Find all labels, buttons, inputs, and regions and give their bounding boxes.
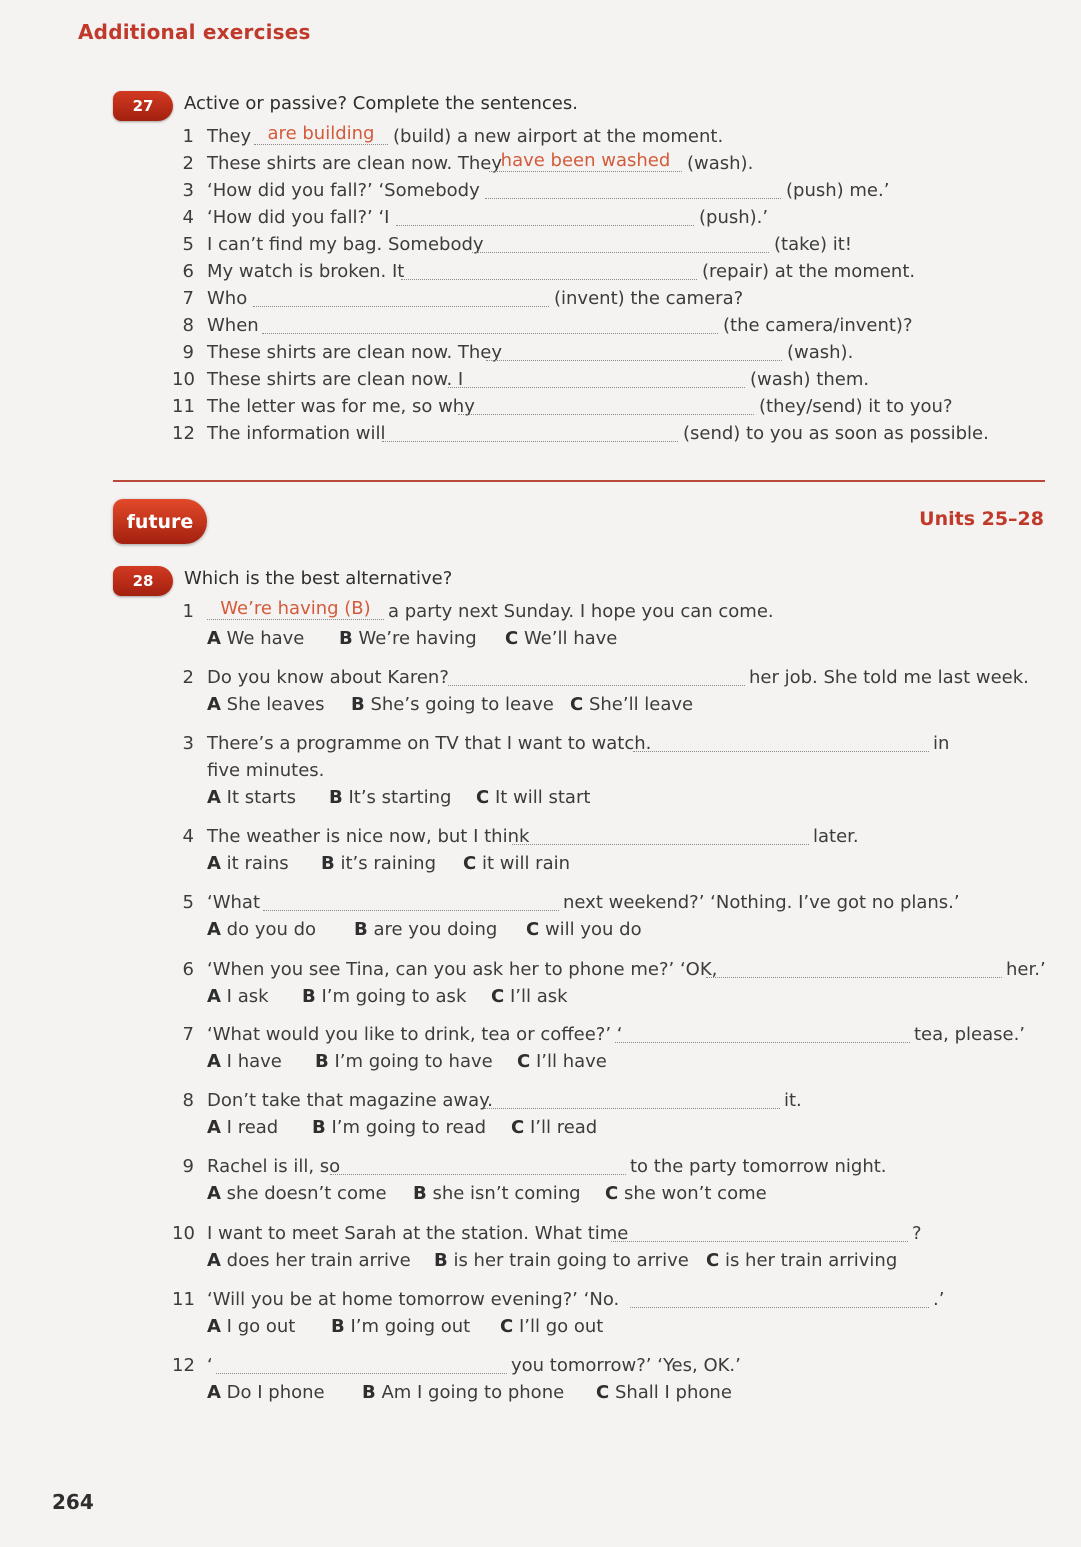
item-number: 3 [182, 733, 194, 754]
answer-blank[interactable] [448, 666, 745, 686]
item-text-after: her.’ [1006, 959, 1046, 980]
option-text: are you doing [367, 919, 498, 940]
exercise-27-badge: 27 [113, 91, 173, 121]
option-text: I’m going to read [325, 1117, 487, 1138]
item-text-after: (build) a new airport at the moment. [393, 126, 724, 147]
option-letter: B [331, 1316, 345, 1337]
exercise-28-item [0, 1221, 1081, 1247]
exercise-28-badge: 28 [113, 566, 173, 596]
option-letter: B [362, 1382, 376, 1403]
exercise-27-item [0, 124, 1081, 150]
option-letter: C [463, 853, 477, 874]
item-text-after: (wash) them. [750, 369, 870, 390]
item-text-after: (push) me.’ [786, 180, 890, 201]
option-text: she won’t come [618, 1183, 767, 1204]
option-c[interactable] [476, 785, 590, 811]
option-row [0, 1049, 1081, 1075]
option-letter: B [434, 1250, 448, 1271]
item-text-before: My watch is broken. It [207, 261, 405, 282]
item-text-before: ‘What would you like to drink, tea or coffee?’ ‘ [207, 1024, 623, 1045]
item-number: 7 [182, 288, 194, 309]
item-number: 2 [182, 667, 194, 688]
answer-blank[interactable] [486, 341, 782, 361]
section-future-badge: future [113, 499, 207, 544]
option-text: I’m going to ask [315, 986, 467, 1007]
exercise-27-instruction: Active or passive? Complete the sentences. [184, 93, 578, 114]
exercise-27-item [0, 259, 1081, 285]
option-text: Do I phone [220, 1382, 325, 1403]
option-row [0, 1248, 1081, 1274]
option-text: it’s raining [334, 853, 437, 874]
item-number: 8 [182, 315, 194, 336]
item-text-after: (invent) the camera? [554, 288, 744, 309]
option-text: I ask [220, 986, 269, 1007]
option-b[interactable] [331, 1314, 470, 1340]
option-letter: A [207, 1250, 221, 1271]
item-text-after: (wash). [787, 342, 854, 363]
option-row [0, 1314, 1081, 1340]
option-letter: A [207, 694, 221, 715]
option-b[interactable] [351, 692, 554, 718]
item-number: 8 [182, 1090, 194, 1111]
option-text: it rains [220, 853, 289, 874]
option-letter: C [596, 1382, 610, 1403]
item-number: 10 [172, 369, 195, 390]
item-text-before: There’s a programme on TV that I want to watch. [207, 733, 652, 754]
item-text-before: The letter was for me, so why [207, 396, 475, 417]
option-row [0, 1380, 1081, 1406]
option-c[interactable] [463, 851, 570, 877]
option-a[interactable] [207, 1248, 411, 1274]
handwritten-answer: have been washed [500, 150, 671, 171]
option-text: does her train arrive [220, 1250, 411, 1271]
option-letter: B [329, 787, 343, 808]
item-text-after: her job. She told me last week. [749, 667, 1029, 688]
option-text: I’ll go out [513, 1316, 604, 1337]
option-c[interactable] [517, 1049, 607, 1075]
item-text-after: a party next Sunday. I hope you can come. [388, 601, 774, 622]
item-number: 1 [182, 601, 194, 622]
option-text: do you do [220, 919, 317, 940]
answer-blank[interactable] [706, 958, 1002, 978]
option-letter: C [605, 1183, 619, 1204]
option-c[interactable] [500, 1314, 603, 1340]
option-text: is her train going to arrive [447, 1250, 689, 1271]
option-letter: B [321, 853, 335, 874]
option-text: We’re having [352, 628, 477, 649]
item-number: 10 [172, 1223, 195, 1244]
item-text-before: When [207, 315, 259, 336]
answer-blank[interactable] [263, 891, 559, 911]
item-text-after: ? [912, 1223, 922, 1244]
item-text-after: (send) to you as soon as possible. [683, 423, 989, 444]
exercise-27-item [0, 421, 1081, 447]
answer-blank[interactable] [458, 395, 754, 415]
item-text-before: ‘When you see Tina, can you ask her to phone me?’ ‘OK, [207, 959, 718, 980]
page-number: 264 [52, 1490, 94, 1514]
item-number: 4 [182, 207, 194, 228]
option-a[interactable] [207, 1049, 282, 1075]
option-text: We have [220, 628, 305, 649]
option-a[interactable] [207, 851, 289, 877]
option-text: Am I going to phone [375, 1382, 565, 1403]
option-text: We’ll have [518, 628, 618, 649]
option-a[interactable] [207, 1115, 278, 1141]
exercise-27-item [0, 340, 1081, 366]
item-text-after: (take) it! [774, 234, 852, 255]
option-letter: B [312, 1117, 326, 1138]
option-text: I’ll read [524, 1117, 598, 1138]
option-letter: A [207, 1382, 221, 1403]
option-text: It starts [220, 787, 297, 808]
option-letter: A [207, 787, 221, 808]
option-letter: B [413, 1183, 427, 1204]
option-text: I go out [220, 1316, 296, 1337]
item-text-before: They [207, 126, 252, 147]
exercise-27-item [0, 367, 1081, 393]
option-b[interactable] [315, 1049, 493, 1075]
answer-blank[interactable] [512, 825, 809, 845]
item-text-continued [0, 758, 1081, 784]
answer-blank[interactable] [485, 179, 781, 199]
option-letter: B [315, 1051, 329, 1072]
option-a[interactable] [207, 1380, 325, 1406]
option-letter: C [476, 787, 490, 808]
item-text-after: (repair) at the moment. [702, 261, 916, 282]
item-text-before: These shirts are clean now. They [207, 153, 503, 174]
item-text-before: The information will [207, 423, 386, 444]
item-number: 11 [172, 396, 195, 417]
option-row [0, 626, 1081, 652]
handwritten-answer: are building [267, 123, 375, 144]
item-number: 7 [182, 1024, 194, 1045]
option-text: It will start [489, 787, 591, 808]
option-c[interactable] [605, 1181, 767, 1207]
answer-blank[interactable] [448, 368, 745, 388]
item-number: 2 [182, 153, 194, 174]
option-text: I’ll have [530, 1051, 607, 1072]
item-text-before: These shirts are clean now. I [207, 369, 464, 390]
answer-blank[interactable] [253, 287, 549, 307]
item-text-before: I can’t find my bag. Somebody [207, 234, 484, 255]
section-units-label: Units 25–28 [919, 508, 1044, 530]
exercise-28-item [0, 1353, 1081, 1379]
item-text-before: ‘Will you be at home tomorrow evening?’ ‘No. [207, 1289, 620, 1310]
exercise-28-item [0, 957, 1081, 983]
answer-blank[interactable] [615, 1023, 910, 1043]
item-text-before: ‘How did you fall?’ ‘I [207, 207, 390, 228]
exercise-28-item [0, 890, 1081, 916]
item-text-before: The weather is nice now, but I think [207, 826, 530, 847]
item-text-after: you tomorrow?’ ‘Yes, OK.’ [511, 1355, 741, 1376]
option-c[interactable] [491, 984, 568, 1010]
option-c[interactable] [526, 917, 642, 943]
item-number: 11 [172, 1289, 195, 1310]
option-a[interactable] [207, 626, 304, 652]
option-letter: B [339, 628, 353, 649]
exercise-27-item [0, 394, 1081, 420]
option-a[interactable] [207, 1181, 387, 1207]
option-text: She’s going to leave [364, 694, 554, 715]
answer-blank[interactable] [330, 1155, 626, 1175]
exercise-28-item [0, 731, 1081, 757]
option-text: is her train arriving [719, 1250, 898, 1271]
exercise-27-item [0, 178, 1081, 204]
answer-blank[interactable] [611, 1222, 908, 1242]
option-c[interactable] [511, 1115, 597, 1141]
item-number: 5 [182, 892, 194, 913]
item-text-after: (they/send) it to you? [759, 396, 953, 417]
option-b[interactable] [434, 1248, 689, 1274]
exercise-27-item [0, 232, 1081, 258]
exercise-28-item [0, 1287, 1081, 1313]
item-text-before: These shirts are clean now. They [207, 342, 503, 363]
option-c[interactable] [706, 1248, 897, 1274]
answer-blank[interactable] [262, 314, 718, 334]
option-letter: A [207, 986, 221, 1007]
item-text-before: ‘ [207, 1355, 213, 1376]
item-text-after: next weekend?’ ‘Nothing. I’ve got no plans.’ [563, 892, 960, 913]
item-text-after: in [933, 733, 950, 754]
item-continuation: five minutes. [207, 760, 325, 781]
option-text: She’ll leave [583, 694, 694, 715]
item-text-before: Don’t take that magazine away. [207, 1090, 493, 1111]
answer-blank[interactable] [382, 422, 678, 442]
option-letter: B [302, 986, 316, 1007]
option-letter: B [351, 694, 365, 715]
exercise-28-item [0, 824, 1081, 850]
option-b[interactable] [354, 917, 497, 943]
item-number: 9 [182, 342, 194, 363]
item-text-after: later. [813, 826, 859, 847]
item-text-before: ‘How did you fall?’ ‘Somebody [207, 180, 480, 201]
item-number: 12 [172, 1355, 195, 1376]
option-c[interactable] [505, 626, 617, 652]
item-text-after: (wash). [687, 153, 754, 174]
option-text: will you do [539, 919, 642, 940]
item-text-before: ‘What [207, 892, 261, 913]
item-text-before: Who [207, 288, 248, 309]
option-letter: C [500, 1316, 514, 1337]
answer-blank[interactable] [484, 1089, 780, 1109]
option-letter: A [207, 1316, 221, 1337]
option-row [0, 1181, 1081, 1207]
option-b[interactable] [302, 984, 466, 1010]
option-text: she isn’t coming [426, 1183, 581, 1204]
option-text: It’s starting [342, 787, 452, 808]
item-number: 6 [182, 959, 194, 980]
option-row [0, 692, 1081, 718]
option-b[interactable] [329, 785, 451, 811]
option-row [0, 917, 1081, 943]
option-b[interactable] [413, 1181, 581, 1207]
option-text: Shall I phone [609, 1382, 732, 1403]
option-a[interactable] [207, 692, 325, 718]
option-a[interactable] [207, 917, 316, 943]
item-text-after: (the camera/invent)? [723, 315, 913, 336]
item-number: 3 [182, 180, 194, 201]
option-a[interactable] [207, 785, 296, 811]
option-letter: C [570, 694, 584, 715]
exercise-27-item [0, 286, 1081, 312]
item-number: 9 [182, 1156, 194, 1177]
option-letter: C [706, 1250, 720, 1271]
exercise-27-item [0, 313, 1081, 339]
answer-blank[interactable] [633, 732, 929, 752]
page-header-title: Additional exercises [78, 20, 311, 44]
exercise-27-item [0, 151, 1081, 177]
option-letter: B [354, 919, 368, 940]
exercise-28-item [0, 1154, 1081, 1180]
answer-blank[interactable] [396, 206, 694, 226]
item-text-after: to the party tomorrow night. [630, 1156, 887, 1177]
option-a[interactable] [207, 984, 269, 1010]
answer-blank[interactable] [216, 1354, 507, 1374]
item-text-before: Rachel is ill, so [207, 1156, 341, 1177]
option-letter: A [207, 1051, 221, 1072]
option-text: I have [220, 1051, 282, 1072]
exercise-28-item [0, 599, 1081, 625]
option-row [0, 785, 1081, 811]
option-letter: C [491, 986, 505, 1007]
exercise-28-instruction: Which is the best alternative? [184, 568, 453, 589]
option-c[interactable] [596, 1380, 732, 1406]
answer-blank[interactable] [630, 1288, 929, 1308]
exercise-28-item [0, 1088, 1081, 1114]
option-text: I’ll ask [504, 986, 568, 1007]
option-row [0, 984, 1081, 1010]
item-number: 6 [182, 261, 194, 282]
item-text-before: I want to meet Sarah at the station. What time [207, 1223, 629, 1244]
option-row [0, 1115, 1081, 1141]
option-letter: A [207, 1183, 221, 1204]
option-b[interactable] [321, 851, 436, 877]
item-number: 12 [172, 423, 195, 444]
answer-blank[interactable] [401, 260, 697, 280]
option-b[interactable] [362, 1380, 564, 1406]
option-row [0, 851, 1081, 877]
answer-blank[interactable] [472, 233, 769, 253]
option-letter: C [526, 919, 540, 940]
option-letter: C [511, 1117, 525, 1138]
option-a[interactable] [207, 1314, 295, 1340]
item-text-after: tea, please.’ [914, 1024, 1026, 1045]
option-text: she doesn’t come [220, 1183, 387, 1204]
item-number: 1 [182, 126, 194, 147]
item-text-after: (push).’ [699, 207, 769, 228]
option-b[interactable] [312, 1115, 486, 1141]
exercise-28-item [0, 665, 1081, 691]
option-text: I’m going to have [328, 1051, 493, 1072]
item-number: 4 [182, 826, 194, 847]
exercise-28-item [0, 1022, 1081, 1048]
option-c[interactable] [570, 692, 693, 718]
option-text: She leaves [220, 694, 325, 715]
section-divider [113, 480, 1045, 482]
item-text-after: it. [784, 1090, 802, 1111]
option-text: I’m going out [344, 1316, 471, 1337]
item-text-before: Do you know about Karen? [207, 667, 449, 688]
item-number: 5 [182, 234, 194, 255]
exercise-27-item [0, 205, 1081, 231]
option-letter: C [517, 1051, 531, 1072]
option-letter: A [207, 853, 221, 874]
option-text: it will rain [476, 853, 571, 874]
option-letter: A [207, 919, 221, 940]
option-letter: A [207, 1117, 221, 1138]
option-text: I read [220, 1117, 279, 1138]
item-text-after: .’ [933, 1289, 945, 1310]
handwritten-answer: We’re having (B) [220, 598, 371, 619]
option-b[interactable] [339, 626, 477, 652]
option-letter: C [505, 628, 519, 649]
option-letter: A [207, 628, 221, 649]
